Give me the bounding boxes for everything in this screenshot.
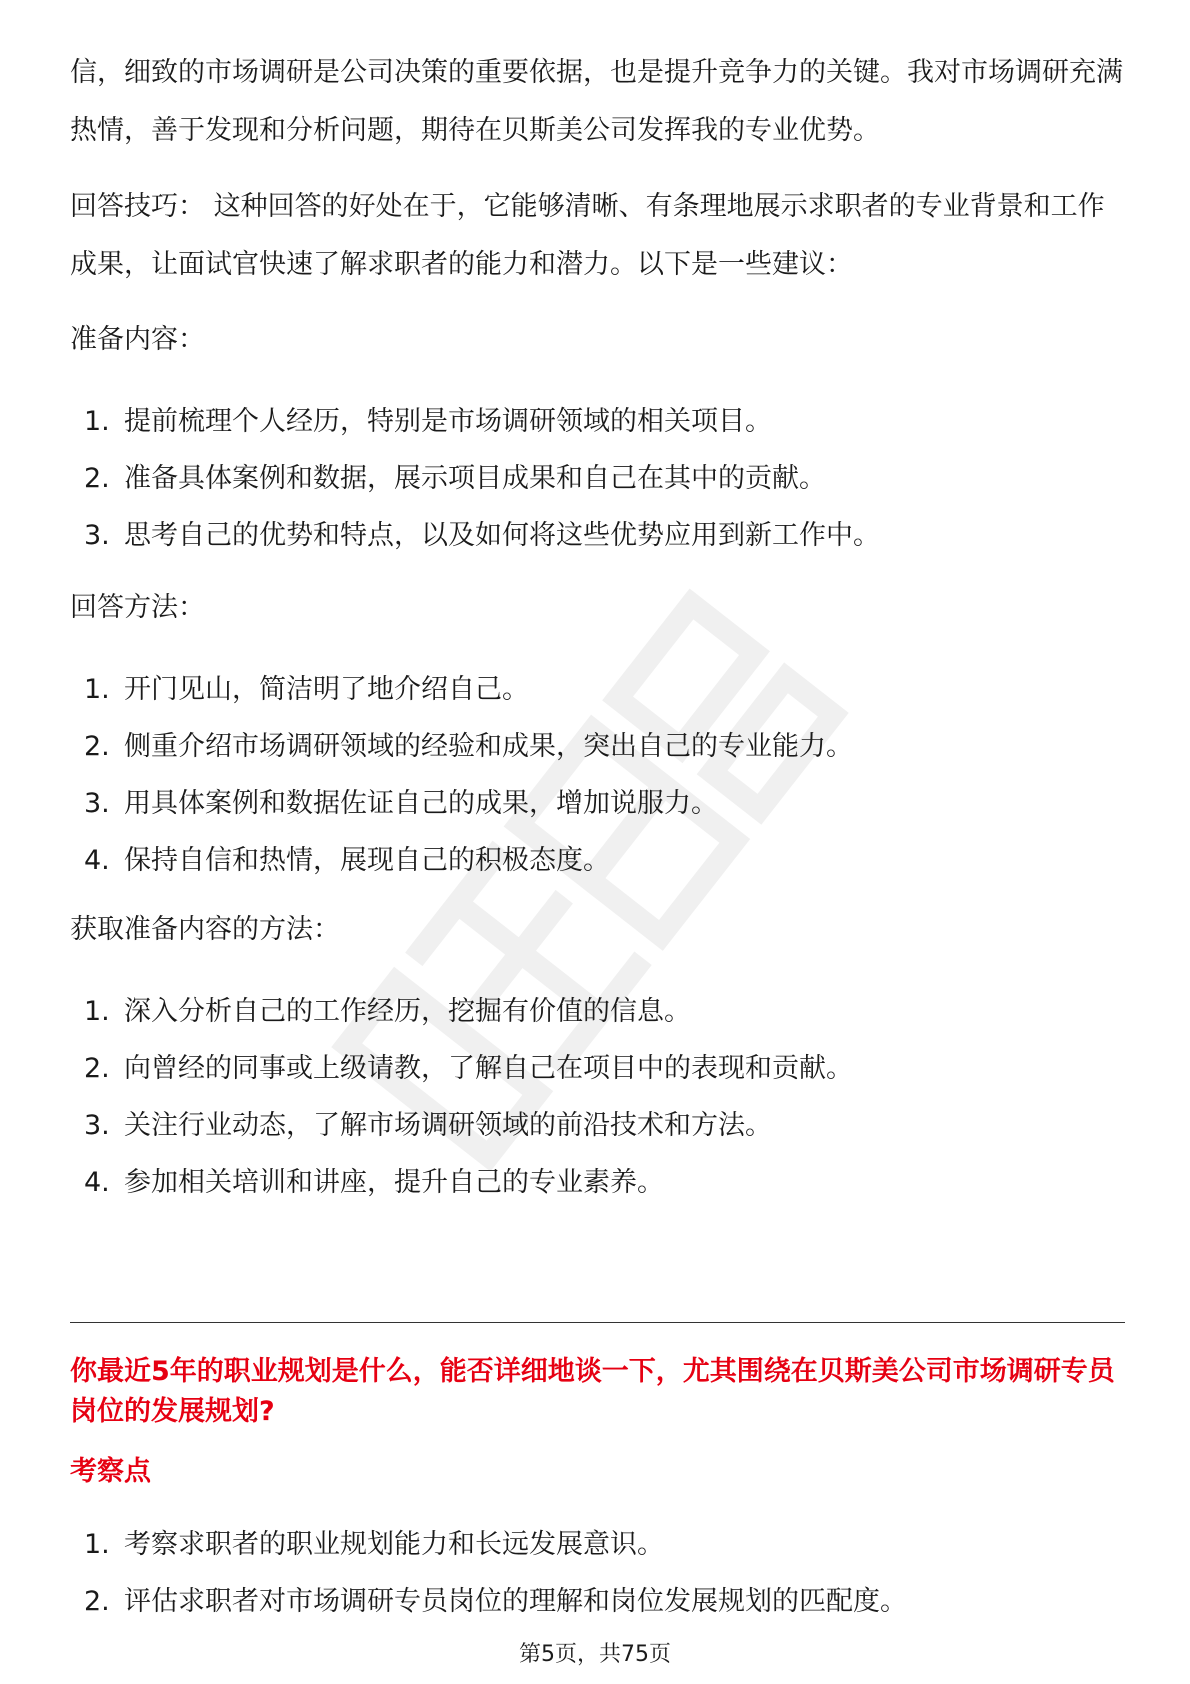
- section-title-method: 回答方法：: [70, 592, 205, 623]
- kaocha-list: [0, 1516, 1100, 1630]
- list-item: 1. 提前梳理个人经历，特别是市场调研领域的相关项目。: [84, 406, 772, 437]
- list-item: 2. 向曾经的同事或上级请教，了解自己在项目中的表现和贡献。: [84, 1053, 853, 1084]
- list-item: 3. 用具体案例和数据佐证自己的成果，增加说服力。: [84, 788, 718, 819]
- list-item: 4. 保持自信和热情，展现自己的积极态度。: [84, 845, 610, 876]
- prepare-list: [0, 393, 1100, 564]
- list-item: 3. 关注行业动态，了解市场调研领域的前沿技术和方法。: [84, 1110, 772, 1141]
- list-item: 1. 开门见山，简洁明了地介绍自己。: [84, 674, 529, 705]
- list-item: 3. 思考自己的优势和特点，以及如何将这些优势应用到新工作中。: [84, 520, 880, 551]
- gather-list: [0, 983, 1100, 1211]
- list-item: 4. 参加相关培训和讲座，提升自己的专业素养。: [84, 1167, 664, 1198]
- subheading-kaocha: 考察点: [70, 1456, 151, 1487]
- intro-paragraph: 信，细致的市场调研是公司决策的重要依据，也是提升竞争力的关键。我对市场调研充满热情，善于发现和分析问题，期待在贝斯美公司发挥我的专业优势。: [70, 57, 1123, 146]
- list-item: 1. 考察求职者的职业规划能力和长远发展意识。: [84, 1529, 664, 1560]
- list-item: 2. 准备具体案例和数据，展示项目成果和自己在其中的贡献。: [84, 463, 826, 494]
- section-divider: [70, 1322, 1125, 1323]
- question-heading: 你最近5年的职业规划是什么，能否详细地谈一下，尤其围绕在贝斯美公司市场调研专员岗位的发展规划?: [70, 1356, 1115, 1427]
- list-item: 2. 侧重介绍市场调研领域的经验和成果，突出自己的专业能力。: [84, 731, 853, 762]
- list-item: 1. 深入分析自己的工作经历，挖掘有价值的信息。: [84, 996, 691, 1027]
- method-list: [0, 661, 1100, 889]
- tips-paragraph: 回答技巧： 这种回答的好处在于，它能够清晰、有条理地展示求职者的专业背景和工作成果，让面试官快速了解求职者的能力和潜力。以下是一些建议：: [70, 191, 1105, 280]
- section-title-gather: 获取准备内容的方法：: [70, 914, 340, 945]
- page-footer: 第5页，共75页: [519, 1642, 671, 1667]
- list-item: 2. 评估求职者对市场调研专员岗位的理解和岗位发展规划的匹配度。: [84, 1586, 907, 1617]
- section-title-prepare: 准备内容：: [70, 324, 205, 355]
